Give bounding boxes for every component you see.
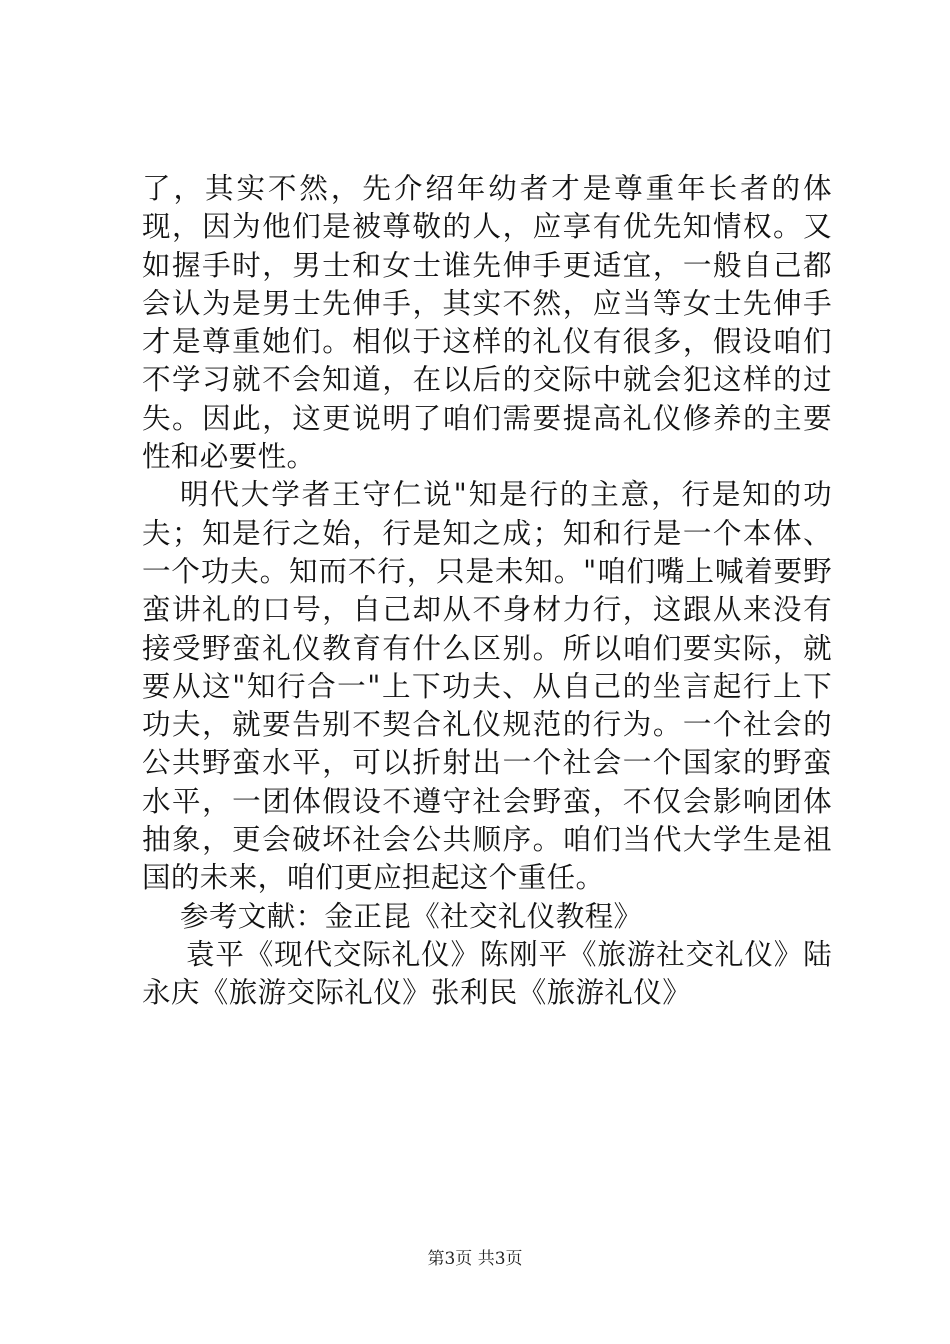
references-heading: 参考文献：金正昆《社交礼仪教程》 [180, 899, 643, 933]
page-number-footer: 第3页 共3页 [427, 1249, 523, 1269]
paragraph-continuation: 了，其实不然，先介绍年幼者才是尊重年长者的体现，因为他们是被尊敬的人，应享有优先知情权。又如握手时，男士和女士谁先伸手更适宜，一般自己都会认为是男士先伸手，其实不然，应当等女士先伸手才是尊重她们。相似于这样的礼仪有很多，假设咱们不学习就不会知道，在以后的交际中就会犯这样的过失。因此，这更说明了咱们需要提高礼仪修养的主要性和必要性。 [142, 172, 832, 474]
references-list: 袁平《现代交际礼仪》陈刚平《旅游社交礼仪》陆永庆《旅游交际礼仪》张利民《旅游礼仪》 [142, 937, 832, 1010]
paragraph-wang-shouren-quote: 明代大学者王守仁说"知是行的主意，行是知的功夫；知是行之始，行是知之成；知和行是一个本体、一个功夫。知而不行，只是未知。"咱们嘴上喊着要野蛮讲礼的口号，自己却从不身材力行，这跟从来没有接受野蛮礼仪教育有什么区别。所以咱们要实际，就要从这"知行合一"上下功夫、从自己的坐言起行上下功夫，就要告别不契合礼仪规范的行为。一个社会的公共野蛮水平，可以折射出一个社会一个国家的野蛮水平，一团体假设不遵守社会野蛮，不仅会影响团体抽象，更会破坏社会公共顺序。咱们当代大学生是祖国的未来，咱们更应担起这个重任。 [142, 478, 832, 895]
document-body [142, 170, 832, 1013]
